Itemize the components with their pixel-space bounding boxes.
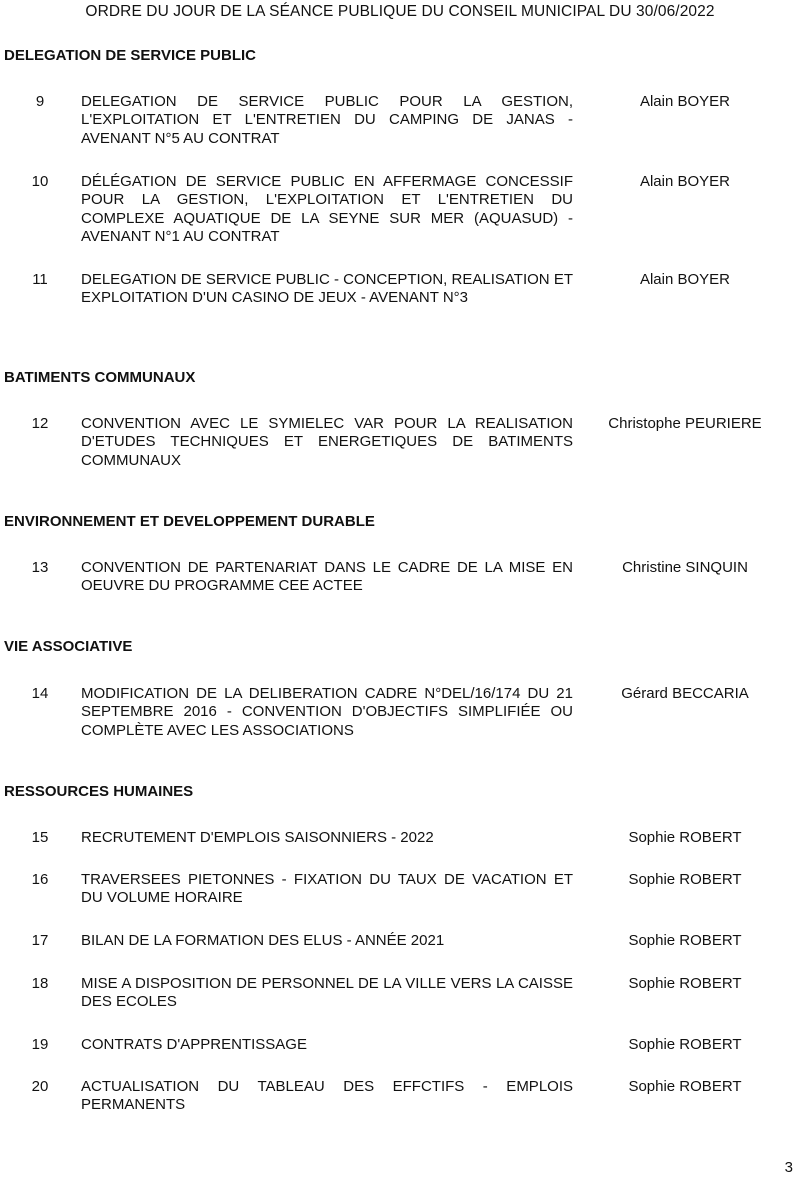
item-description: BILAN DE LA FORMATION DES ELUS - ANNÉE 2021 [81,932,445,949]
item-number: 13 [31,559,49,576]
item-description: TRAVERSEES PIETONNES - FIXATION DU TAUX DE VACATION ET DU VOLUME HORAIRE [81,871,573,907]
section-title-batiments-communaux: BATIMENTS COMMUNAUX [4,369,196,386]
item-description: DELEGATION DE SERVICE PUBLIC POUR LA GESTION, L'EXPLOITATION ET L'ENTRETIEN DU CAMPING DE JANAS - AVENANT N°5 AU CONTRAT [81,93,573,147]
item-rapporteur: Christophe PEURIERE [608,415,762,432]
item-description: MISE A DISPOSITION DE PERSONNEL DE LA VILLE VERS LA CAISSE DES ECOLES [81,975,573,1011]
section-title-delegation-service-public: DELEGATION DE SERVICE PUBLIC [4,47,256,64]
page-number: 3 [784,1159,793,1176]
item-number: 20 [31,1078,49,1095]
item-rapporteur: Sophie ROBERT [628,1078,742,1095]
item-description: MODIFICATION DE LA DELIBERATION CADRE N°DEL/16/174 DU 21 SEPTEMBRE 2016 - CONVENTION D'OBJECTIFS SIMPLIFIÉE OU COMPLÈTE AVEC LES ASSOCIATIONS [81,685,573,739]
item-description: CONVENTION DE PARTENARIAT DANS LE CADRE DE LA MISE EN OEUVRE DU PROGRAMME CEE ACTEE [81,559,573,595]
item-description: DELEGATION DE SERVICE PUBLIC - CONCEPTION, REALISATION ET EXPLOITATION D'UN CASINO DE JEUX - AVENANT N°3 [81,271,573,307]
item-rapporteur: Alain BOYER [639,173,731,190]
item-number: 16 [31,871,49,888]
item-number: 15 [31,829,49,846]
item-number: 10 [31,173,49,190]
item-number: 11 [32,271,48,288]
item-number: 17 [31,932,49,949]
item-rapporteur: Gérard BECCARIA [621,685,749,702]
item-rapporteur: Sophie ROBERT [628,932,742,949]
page-title: ORDRE DU JOUR DE LA SÉANCE PUBLIQUE DU CONSEIL MUNICIPAL DU 30/06/2022 [85,3,715,20]
item-rapporteur: Sophie ROBERT [628,871,742,888]
item-description: ACTUALISATION DU TABLEAU DES EFFCTIFS - EMPLOIS PERMANENTS [81,1078,573,1114]
item-number: 19 [31,1036,49,1053]
section-title-environnement: ENVIRONNEMENT ET DEVELOPPEMENT DURABLE [4,513,375,530]
section-title-ressources-humaines: RESSOURCES HUMAINES [4,783,194,800]
item-rapporteur: Sophie ROBERT [628,975,742,992]
item-rapporteur: Sophie ROBERT [628,1036,742,1053]
item-rapporteur: Sophie ROBERT [628,829,742,846]
item-description: CONVENTION AVEC LE SYMIELEC VAR POUR LA REALISATION D'ETUDES TECHNIQUES ET ENERGETIQUES DE BATIMENTS COMMUNAUX [81,415,573,469]
item-description: RECRUTEMENT D'EMPLOIS SAISONNIERS - 2022 [81,829,434,846]
item-number: 9 [35,93,45,110]
item-rapporteur: Alain BOYER [639,93,731,110]
item-rapporteur: Christine SINQUIN [622,559,748,576]
item-rapporteur: Alain BOYER [639,271,731,288]
item-number: 12 [31,415,49,432]
item-description: CONTRATS D'APPRENTISSAGE [81,1036,307,1053]
section-title-vie-associative: VIE ASSOCIATIVE [4,638,133,655]
item-description: DÉLÉGATION DE SERVICE PUBLIC EN AFFERMAGE CONCESSIF POUR LA GESTION, L'EXPLOITATION ET L'ENTRETIEN DU COMPLEXE AQUATIQUE DE LA SEYNE SUR MER (AQUASUD) - AVENANT N°1 AU CONTRAT [81,173,573,245]
item-number: 14 [31,685,49,702]
item-number: 18 [31,975,49,992]
